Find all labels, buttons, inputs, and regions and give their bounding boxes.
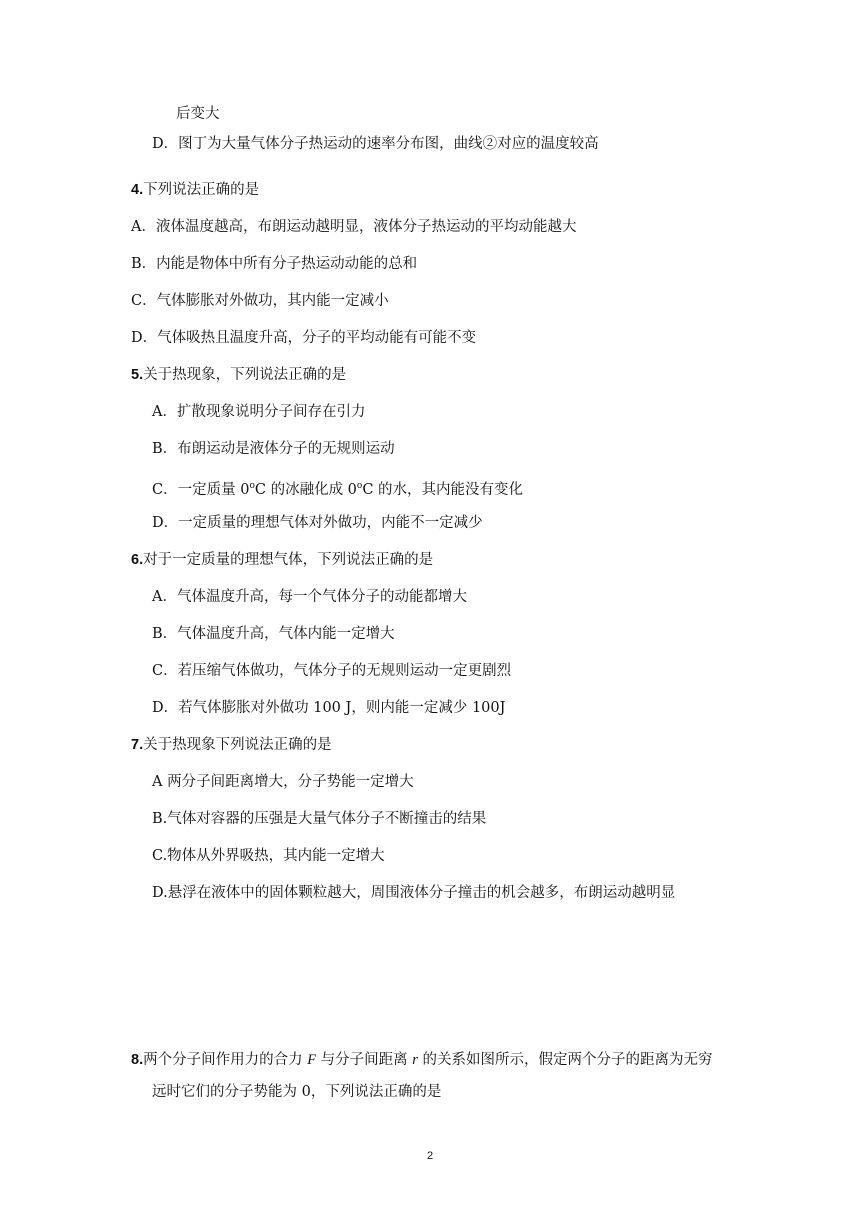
q5-stem bbox=[131, 365, 346, 385]
q4-stem bbox=[131, 180, 259, 200]
page-number: 2 bbox=[426, 1150, 434, 1162]
degree-sup-2: o bbox=[356, 481, 363, 491]
q5-option-c-part2: C 的冰融化成 0 bbox=[254, 481, 357, 498]
q6-number: 6. bbox=[131, 552, 144, 568]
q5-option-c-part1: C．一定质量 0 bbox=[152, 481, 250, 498]
q5-option-b: B．布朗运动是液体分子的无规则运动 bbox=[152, 441, 395, 457]
q3-continuation: 后变大 bbox=[176, 106, 220, 122]
q8-stem-part1: 两个分子间作用力的合力 bbox=[143, 1052, 308, 1068]
q4-number: 4. bbox=[131, 182, 144, 198]
q7-option-a: A 两分子间距离增大，分子势能一定增大 bbox=[152, 774, 414, 790]
q4-option-b: B．内能是物体中所有分子热运动动能的总和 bbox=[131, 256, 418, 272]
q8-stem bbox=[131, 1050, 713, 1070]
q6-stem-text: 对于一定质量的理想气体，下列说法正确的是 bbox=[143, 552, 434, 568]
q7-option-d: D.悬浮在液体中的固体颗粒越大，周围液体分子撞击的机会越多，布朗运动越明显 bbox=[152, 885, 676, 901]
q6-option-d: D．若气体膨胀对外做功 100 J，则内能一定减少 100J bbox=[152, 700, 506, 716]
q8-stem-part3: 的关系如图所示，假定两个分子的距离为无穷 bbox=[417, 1052, 713, 1068]
q4-option-c: C．气体膨胀对外做功，其内能一定减小 bbox=[131, 293, 389, 309]
q6-option-b: B．气体温度升高，气体内能一定增大 bbox=[152, 626, 395, 642]
q4-option-a: A．液体温度越高，布朗运动越明显，液体分子热运动的平均动能越大 bbox=[131, 219, 577, 235]
q5-option-c bbox=[152, 476, 523, 500]
q6-option-a: A．气体温度升高，每一个气体分子的动能都增大 bbox=[152, 589, 467, 605]
q8-var-f: F bbox=[307, 1052, 317, 1068]
q7-option-b: B.气体对容器的压强是大量气体分子不断撞击的结果 bbox=[152, 811, 487, 827]
q7-number: 7. bbox=[131, 737, 144, 753]
q4-option-d: D．气体吸热且温度升高，分子的平均动能有可能不变 bbox=[131, 330, 477, 346]
q8-stem-part2: 与分子间距离 bbox=[316, 1052, 413, 1068]
q5-option-a: A．扩散现象说明分子间存在引力 bbox=[152, 404, 366, 420]
q8-number: 8. bbox=[131, 1052, 144, 1068]
q5-number: 5. bbox=[131, 367, 144, 383]
q4-stem-text: 下列说法正确的是 bbox=[143, 182, 260, 198]
q5-option-d: D．一定质量的理想气体对外做功，内能不一定减少 bbox=[152, 515, 483, 531]
q3-option-d: D．图丁为大量气体分子热运动的速率分布图，曲线②对应的温度较高 bbox=[152, 136, 599, 152]
q6-option-c: C．若压缩气体做功，气体分子的无规则运动一定更剧烈 bbox=[152, 663, 512, 679]
q7-stem-text: 关于热现象下列说法正确的是 bbox=[143, 737, 332, 753]
q7-stem bbox=[131, 735, 332, 755]
q7-option-c: C.物体从外界吸热，其内能一定增大 bbox=[152, 848, 385, 864]
q8-stem-line2: 远时它们的分子势能为 0，下列说法正确的是 bbox=[152, 1084, 442, 1100]
q5-option-c-part3: C 的水，其内能没有变化 bbox=[362, 481, 524, 498]
q5-stem-text: 关于热现象，下列说法正确的是 bbox=[143, 367, 347, 383]
degree-sup-1: o bbox=[249, 481, 255, 491]
q8-var-r: r bbox=[412, 1052, 418, 1068]
q6-stem bbox=[131, 550, 433, 570]
